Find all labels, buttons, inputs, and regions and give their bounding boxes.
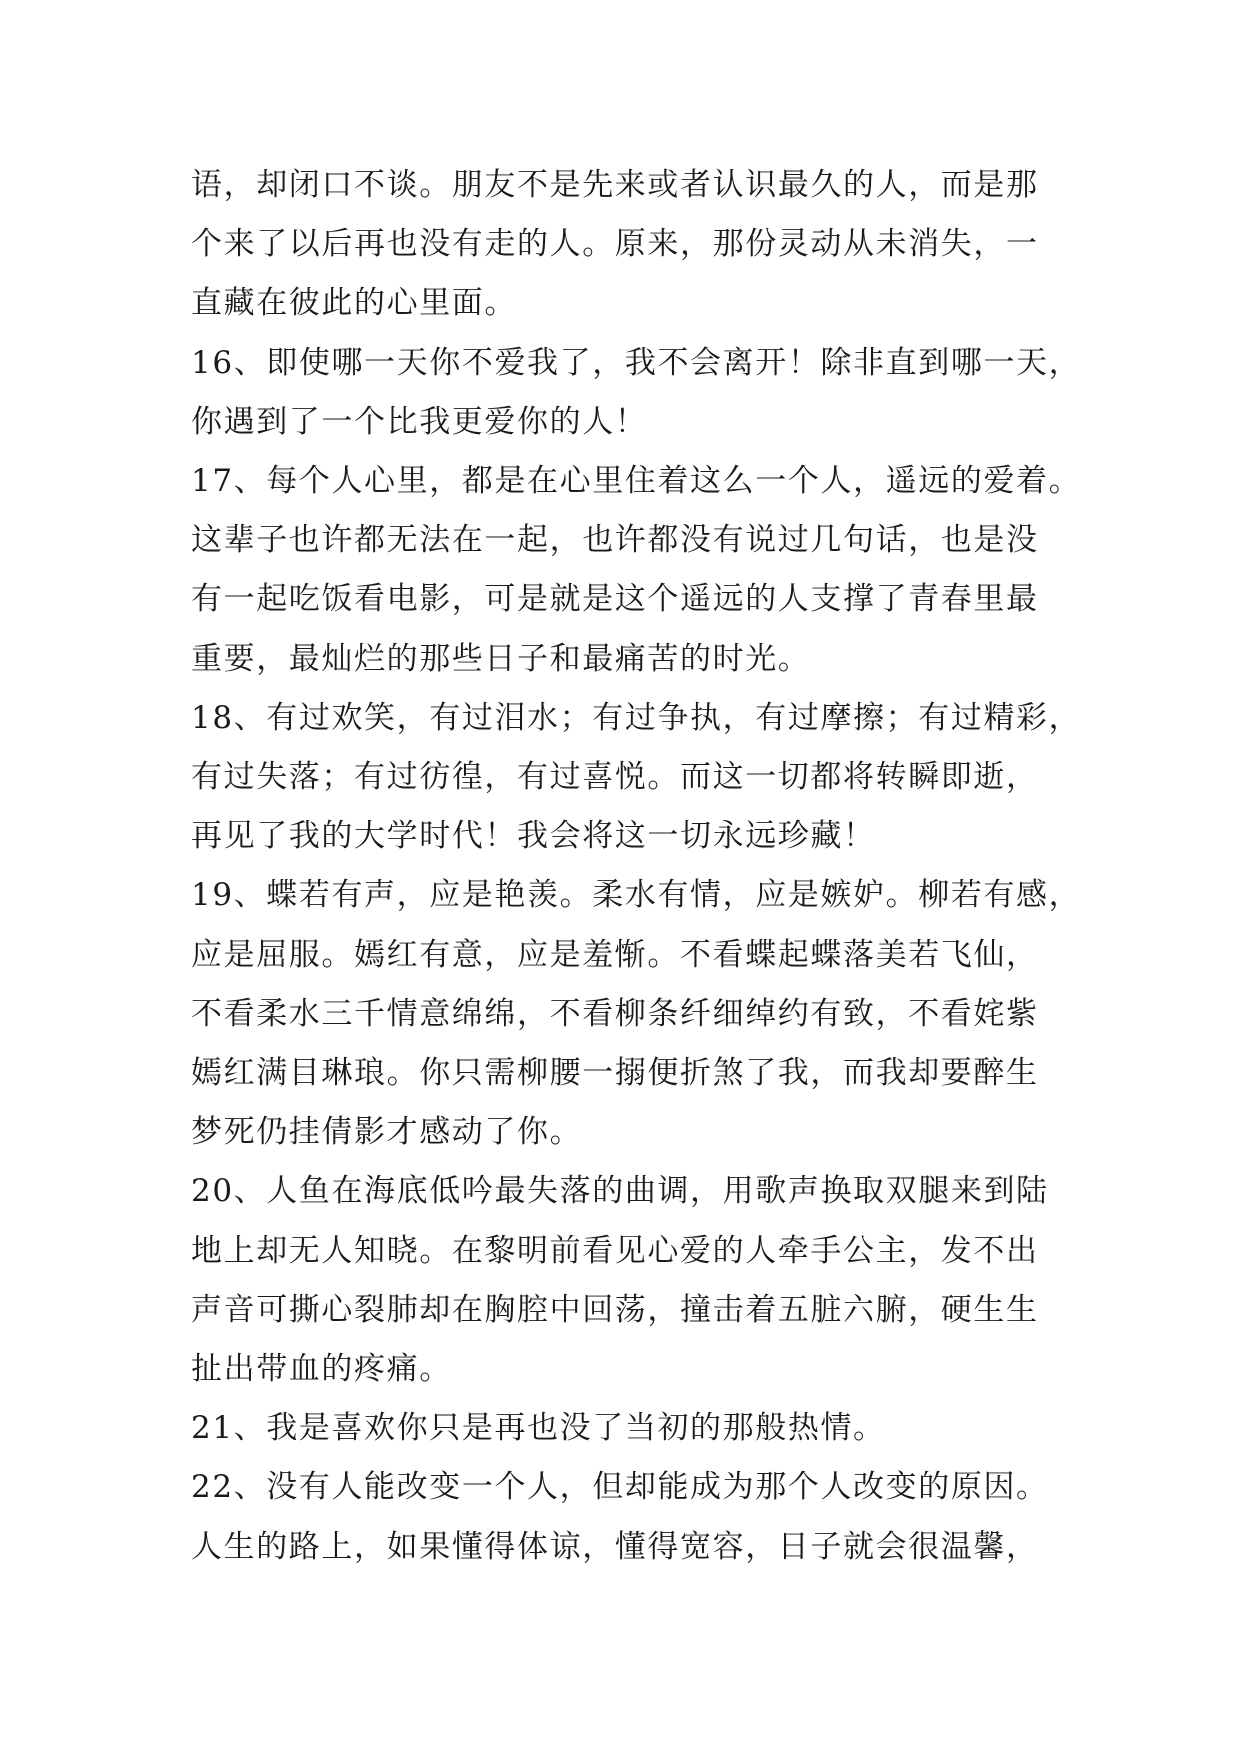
text-line: 重要，最灿烂的那些日子和最痛苦的时光。 bbox=[191, 641, 811, 677]
text-line: 21、我是喜欢你只是再也没了当初的那般热情。 bbox=[191, 1410, 886, 1446]
text-line: 有一起吃饭看电影，可是就是这个遥远的人支撑了青春里最 bbox=[191, 581, 1039, 617]
text-line: 16、即使哪一天你不爱我了，我不会离开！除非直到哪一天， bbox=[191, 345, 1082, 381]
text-line: 这辈子也许都无法在一起，也许都没有说过几句话，也是没 bbox=[191, 522, 1039, 558]
text-line: 不看柔水三千情意绵绵，不看柳条纤细绰约有致，不看姹紫 bbox=[191, 996, 1039, 1032]
text-line: 应是屈服。嫣红有意，应是羞惭。不看蝶起蝶落美若飞仙， bbox=[191, 937, 1039, 973]
text-line: 20、人鱼在海底低吟最失落的曲调，用歌声换取双腿来到陆 bbox=[191, 1173, 1049, 1209]
text-line: 梦死仍挂倩影才感动了你。 bbox=[191, 1114, 583, 1150]
text-line: 直藏在彼此的心里面。 bbox=[191, 285, 517, 321]
text-line: 语，却闭口不谈。朋友不是先来或者认识最久的人，而是那 bbox=[191, 167, 1039, 203]
text-line: 有过失落；有过彷徨，有过喜悦。而这一切都将转瞬即逝， bbox=[191, 759, 1039, 795]
text-line: 地上却无人知晓。在黎明前看见心爱的人牵手公主，发不出 bbox=[191, 1233, 1039, 1269]
text-line: 个来了以后再也没有走的人。原来，那份灵动从未消失，一 bbox=[191, 226, 1039, 262]
text-line: 19、蝶若有声，应是艳羡。柔水有情，应是嫉妒。柳若有感， bbox=[191, 877, 1082, 913]
text-line: 嫣红满目琳琅。你只需柳腰一搦便折煞了我，而我却要醉生 bbox=[191, 1055, 1039, 1091]
text-line: 扯出带血的疼痛。 bbox=[191, 1351, 452, 1387]
text-line: 再见了我的大学时代！我会将这一切永远珍藏！ bbox=[191, 818, 876, 854]
text-line: 你遇到了一个比我更爱你的人！ bbox=[191, 404, 648, 440]
text-line: 人生的路上，如果懂得体谅，懂得宽容，日子就会很温馨， bbox=[191, 1529, 1039, 1565]
text-line: 声音可撕心裂肺却在胸腔中回荡，撞击着五脏六腑，硬生生 bbox=[191, 1292, 1039, 1328]
text-line: 18、有过欢笑，有过泪水；有过争执，有过摩擦；有过精彩， bbox=[191, 700, 1082, 736]
text-line: 17、每个人心里，都是在心里住着这么一个人，遥远的爱着。 bbox=[191, 463, 1082, 499]
text-line: 22、没有人能改变一个人，但却能成为那个人改变的原因。 bbox=[191, 1469, 1049, 1505]
